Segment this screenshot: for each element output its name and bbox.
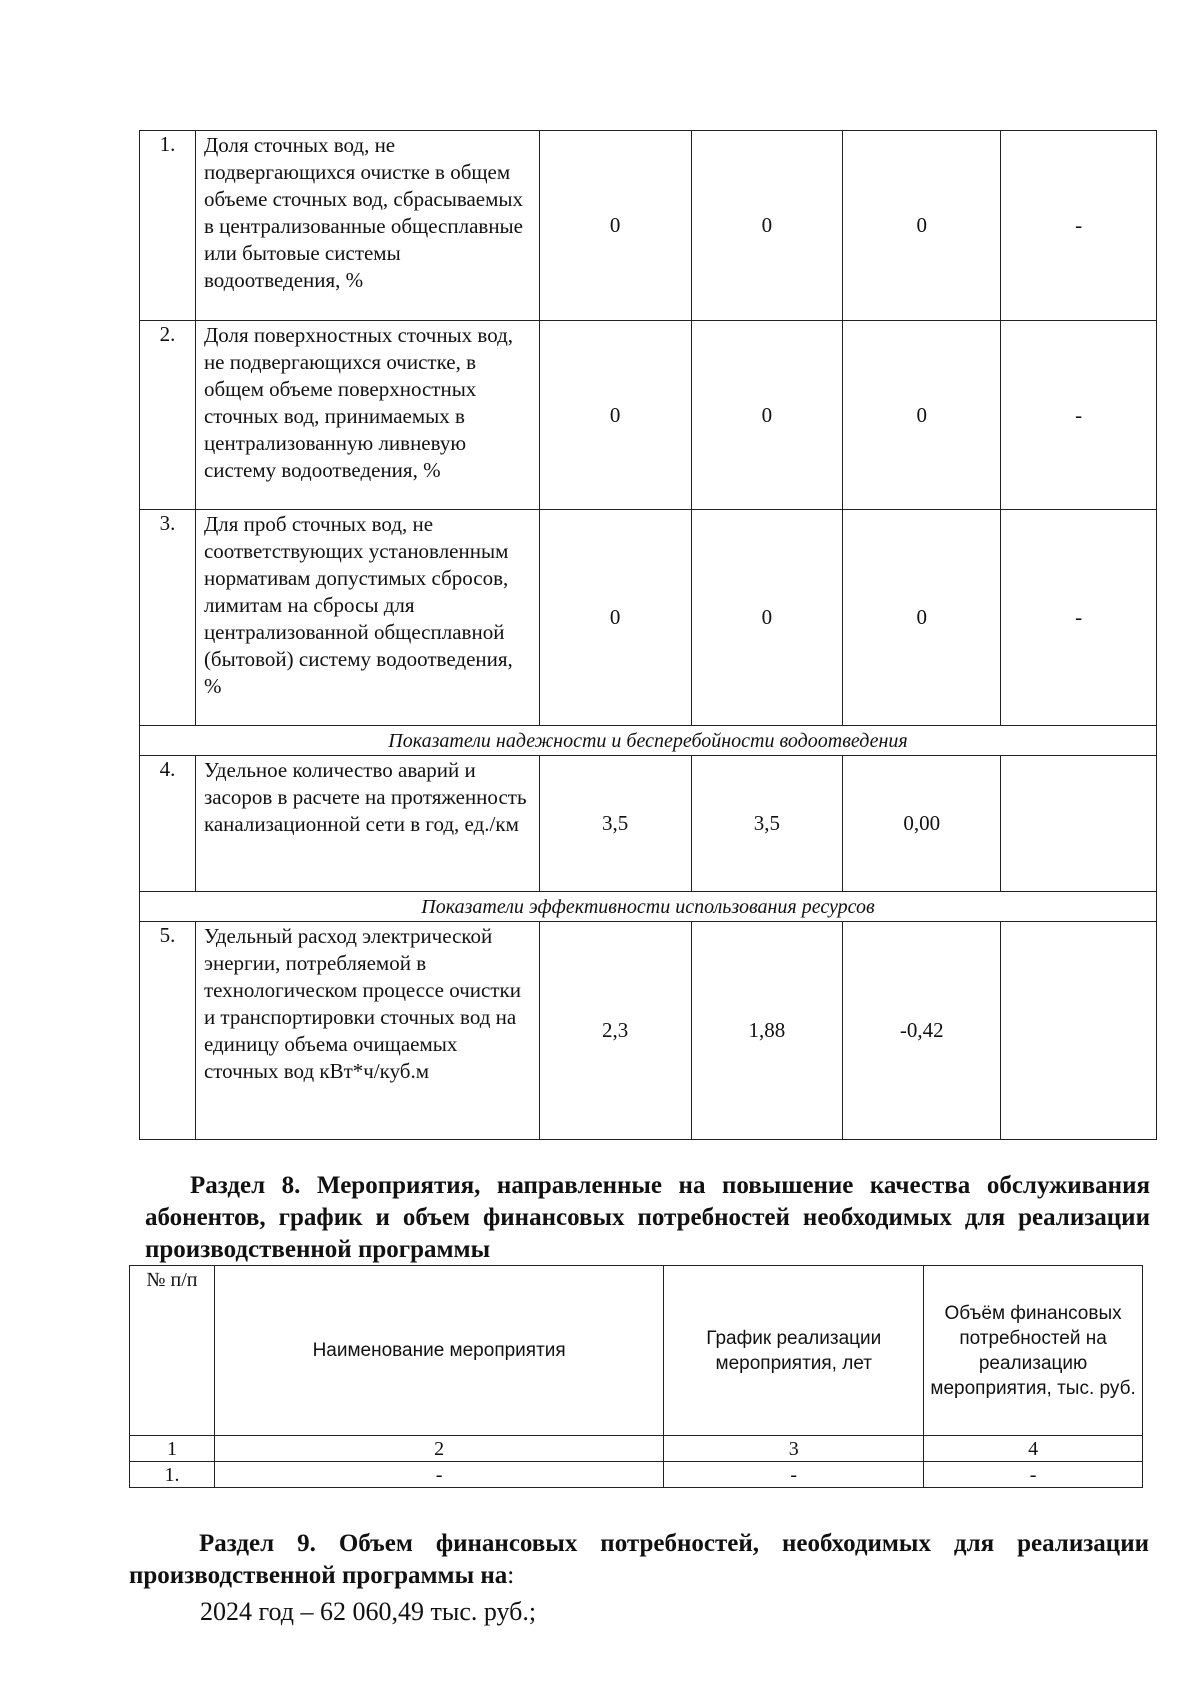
section9-heading-text: производственной программы на bbox=[129, 1562, 508, 1589]
row-number: 2. bbox=[140, 321, 196, 510]
indicator-value: 2,3 bbox=[539, 922, 691, 1140]
indicator-value: - bbox=[1001, 131, 1157, 321]
column-index: 1 bbox=[130, 1436, 215, 1462]
indicator-value: 3,5 bbox=[691, 756, 843, 892]
indicator-value: 0 bbox=[539, 510, 691, 726]
indicators-table bbox=[139, 130, 1157, 1140]
indicator-value: 0 bbox=[843, 131, 1001, 321]
section8-heading-line: производственной программы bbox=[145, 1236, 491, 1263]
row-number: 1. bbox=[130, 1462, 215, 1488]
indicator-value: 0 bbox=[539, 321, 691, 510]
header-schedule: График реализации мероприятия, лет bbox=[664, 1266, 924, 1436]
section9-heading bbox=[129, 1528, 1149, 1592]
section8-heading-line: Раздел 8. Мероприятия, направленные на повышение качества обслуживания bbox=[190, 1172, 1150, 1199]
section9-heading-line: Раздел 9. Объем финансовых потребностей, необходимых для реализации bbox=[199, 1530, 1149, 1557]
indicator-value: -0,42 bbox=[843, 922, 1001, 1140]
measure-finance: - bbox=[924, 1462, 1143, 1488]
indicator-value bbox=[1001, 922, 1157, 1140]
section8-heading bbox=[145, 1170, 1150, 1266]
indicator-value: 0 bbox=[691, 510, 843, 726]
table-row bbox=[140, 321, 1157, 510]
header-num: № п/п bbox=[130, 1266, 215, 1436]
table-row bbox=[140, 756, 1157, 892]
row-number: 1. bbox=[140, 131, 196, 321]
indicator-name: Удельное количество аварий и засоров в расчете на протяженность канализационной сети в год, ед./км bbox=[195, 756, 539, 892]
row-number: 4. bbox=[140, 756, 196, 892]
section9-heading-colon: : bbox=[507, 1562, 515, 1589]
indicator-name: Доля поверхностных сточных вод, не подвергающихся очистке, в общем объеме поверхностных сточных вод, принимаемых в централизованную ливневую систему водоотведения, % bbox=[195, 321, 539, 510]
column-index: 2 bbox=[214, 1436, 663, 1462]
column-index: 3 bbox=[664, 1436, 924, 1462]
table-row bbox=[140, 922, 1157, 1140]
indicator-value: - bbox=[1001, 321, 1157, 510]
indicator-value: 0,00 bbox=[843, 756, 1001, 892]
header-finance: Объём финансовых потребностей на реализацию мероприятия, тыс. руб. bbox=[924, 1266, 1143, 1436]
table-header-row bbox=[130, 1266, 1143, 1436]
indicator-name: Удельный расход электрической энергии, потребляемой в технологическом процессе очистки и транспортировки сточных вод на единицу объема очищаемых сточных вод кВт*ч/куб.м bbox=[195, 922, 539, 1140]
section-title-efficiency: Показатели эффективности использования ресурсов bbox=[140, 892, 1157, 922]
indicator-name: Для проб сточных вод, не соответствующих установленным нормативам допустимых сбросов, лимитам на сбросы для централизованной общесплавной (бытовой) систему водоотведения, % bbox=[195, 510, 539, 726]
section-title-reliability: Показатели надежности и бесперебойности водоотведения bbox=[140, 726, 1157, 756]
finance-line: 2024 год – 62 060,49 тыс. руб.; bbox=[200, 1597, 537, 1626]
table-row bbox=[140, 510, 1157, 726]
indicator-value: - bbox=[1001, 510, 1157, 726]
indicator-value: 0 bbox=[843, 510, 1001, 726]
indicator-value: 0 bbox=[539, 131, 691, 321]
table-section-row bbox=[140, 726, 1157, 756]
row-number: 5. bbox=[140, 922, 196, 1140]
section9-heading-line bbox=[129, 1560, 1149, 1592]
indicator-value: 3,5 bbox=[539, 756, 691, 892]
row-number: 3. bbox=[140, 510, 196, 726]
indicator-value: 0 bbox=[843, 321, 1001, 510]
measure-name: - bbox=[214, 1462, 663, 1488]
section8-heading-line: абонентов, график и объем финансовых потребностей необходимых для реализации bbox=[145, 1204, 1150, 1231]
indicator-value: 0 bbox=[691, 321, 843, 510]
column-index: 4 bbox=[924, 1436, 1143, 1462]
indicator-value bbox=[1001, 756, 1157, 892]
header-name: Наименование мероприятия bbox=[214, 1266, 663, 1436]
table-section-row bbox=[140, 892, 1157, 922]
measure-schedule: - bbox=[664, 1462, 924, 1488]
indicator-name: Доля сточных вод, не подвергающихся очистке в общем объеме сточных вод, сбрасываемых в централизованные общесплавные или бытовые системы водоотведения, % bbox=[195, 131, 539, 321]
column-index-row bbox=[130, 1436, 1143, 1462]
indicator-value: 0 bbox=[691, 131, 843, 321]
table-row bbox=[130, 1462, 1143, 1488]
table-row bbox=[140, 131, 1157, 321]
measures-table bbox=[129, 1265, 1143, 1488]
indicator-value: 1,88 bbox=[691, 922, 843, 1140]
